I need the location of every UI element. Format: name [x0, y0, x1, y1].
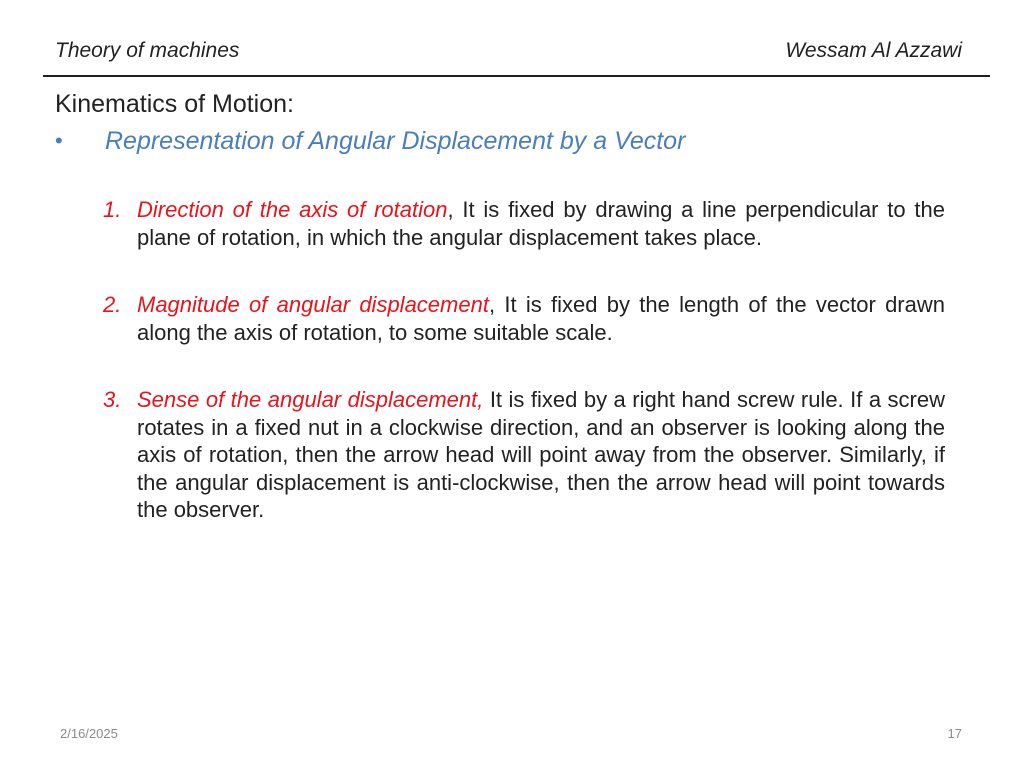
header-divider [43, 75, 990, 77]
list-item-body [137, 291, 945, 346]
list-item-number: 3. [103, 387, 122, 412]
page-title: Kinematics of Motion: [55, 90, 294, 118]
list-item [103, 196, 945, 251]
list-item-text: It is fixed by a right hand screw rule. If a screw rotates in a fixed nut in a clockwise direction, and an observer is looking along the axis of rotation, then the arrow head will point away from the observer. Similarly, if the angular displacement is anti-clockwise, then the arrow head will point towards the observer. [137, 387, 945, 522]
slide-date: 2/16/2025 [60, 726, 118, 741]
list-item-term: Magnitude of angular displacement [137, 292, 489, 317]
section-subtitle: Representation of Angular Displacement by a Vector [105, 127, 686, 155]
list-item-body [137, 386, 945, 524]
course-title: Theory of machines [55, 39, 240, 62]
list-item-number: 2. [103, 292, 122, 317]
bullet-icon: • [55, 128, 63, 153]
list-item-text: , It is fixed by drawing a line perpendicular to the plane of rotation, in which the angular displacement takes place. [137, 197, 945, 250]
subtitle-bullet-row [55, 124, 685, 158]
numbered-list [103, 196, 945, 524]
list-item-term: Sense of the angular displacement, [137, 387, 484, 412]
page-number: 17 [947, 726, 962, 741]
list-item-text: , It is fixed by the length of the vector drawn along the axis of rotation, to some suitable scale. [137, 292, 945, 345]
list-item-number: 1. [103, 197, 122, 222]
list-item-body [137, 196, 945, 251]
author-name: Wessam Al Azzawi [785, 39, 962, 62]
list-item-term: Direction of the axis of rotation [137, 197, 448, 222]
list-item [103, 386, 945, 524]
list-item [103, 291, 945, 346]
